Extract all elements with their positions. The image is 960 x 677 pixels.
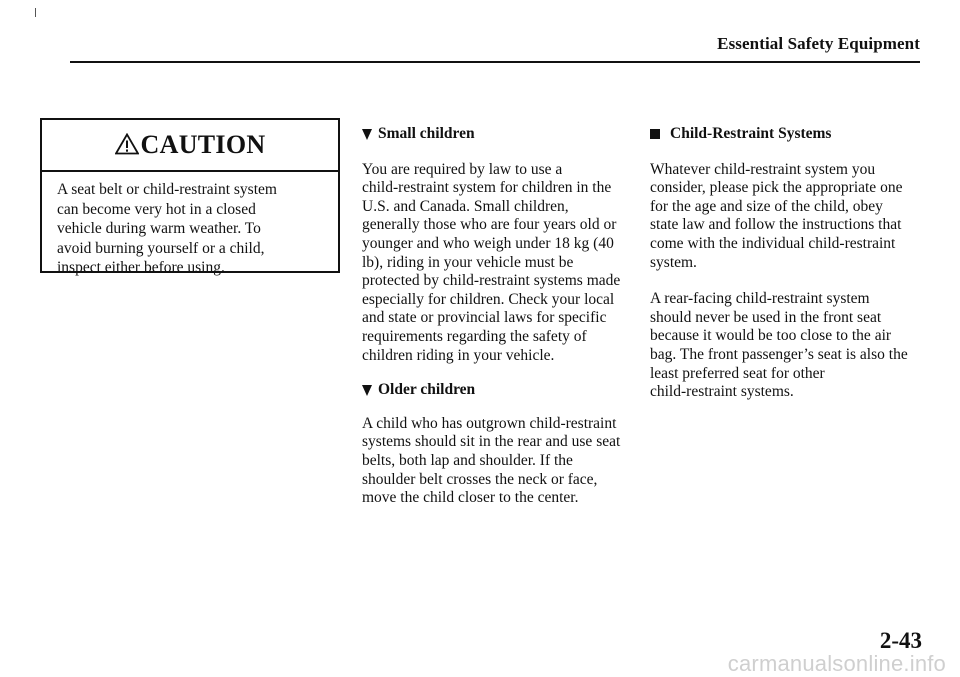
caution-line: can become very hot in a closed (57, 200, 256, 218)
text-line: child-restraint systems. (650, 383, 794, 401)
text-line: requirements regarding the safety of (362, 327, 587, 345)
header-divider (70, 61, 920, 63)
child-restraint-systems-heading-text: Child-Restraint Systems (670, 125, 832, 142)
text-line: system. (650, 253, 697, 271)
text-line: especially for children. Check your local (362, 290, 615, 308)
text-line: generally those who are four years old or (362, 216, 617, 234)
warning-triangle-icon (115, 133, 139, 155)
child-restraint-systems-heading (650, 125, 930, 144)
text-line: move the child closer to the center. (362, 489, 579, 507)
text-line: belts, both lap and shoulder. If the (362, 451, 573, 469)
page-number: 2-43 (879, 628, 922, 653)
caution-box (40, 118, 340, 276)
text-line: U.S. and Canada. Small children, (362, 197, 569, 215)
caution-title: CAUTION (140, 130, 266, 159)
right-column (650, 125, 930, 402)
caution-header (42, 120, 338, 172)
edge-tick-mark (35, 8, 36, 17)
caution-line: inspect either before using. (57, 259, 225, 276)
down-triangle-bullet-icon (362, 385, 372, 396)
caution-text (42, 172, 338, 278)
down-triangle-bullet-icon (362, 129, 372, 140)
small-children-heading-text: Small children (378, 125, 475, 142)
text-line: and state or provincial laws for specific (362, 309, 607, 327)
text-line: A rear-facing child-restraint system (650, 290, 870, 308)
text-line: bag. The front passenger’s seat is also the (650, 345, 908, 363)
child-restraint-paragraph-2 (650, 290, 930, 402)
caution-line: avoid burning yourself or a child, (57, 239, 265, 257)
text-line: consider, please pick the appropriate one (650, 179, 903, 197)
text-line: A child who has outgrown child-restraint (362, 414, 617, 432)
older-children-heading (362, 381, 634, 400)
text-line: child-restraint system for children in the (362, 179, 612, 197)
text-line: because it would be too close to the air (650, 327, 892, 345)
middle-column (362, 125, 634, 508)
caution-line: vehicle during warm weather. To (57, 220, 261, 237)
text-line: You are required by law to use a (362, 160, 563, 178)
text-line: state law and follow the instructions that (650, 216, 902, 234)
small-children-paragraph (362, 161, 634, 366)
older-children-paragraph (362, 415, 634, 508)
section-title: Essential Safety Equipment (717, 34, 920, 53)
caution-line: A seat belt or child-restraint system (57, 181, 277, 198)
text-line: shoulder belt crosses the neck or face, (362, 470, 598, 488)
older-children-heading-text: Older children (378, 381, 476, 399)
text-line: protected by child-restraint systems made (362, 272, 621, 290)
text-line: lb), riding in your vehicle must be (362, 253, 574, 271)
text-line: Whatever child-restraint system you (650, 160, 876, 178)
text-line: younger and who weigh under 18 kg (40 (362, 234, 614, 252)
square-bullet-icon (650, 129, 660, 139)
watermark: carmanualsonline.info (727, 651, 946, 676)
child-restraint-paragraph-1 (650, 161, 930, 273)
text-line: for the age and size of the child, obey (650, 197, 883, 215)
text-line: systems should sit in the rear and use seat (362, 433, 621, 451)
text-line: should never be used in the front seat (650, 308, 882, 326)
small-children-heading (362, 125, 634, 144)
text-line: come with the individual child-restraint (650, 234, 896, 252)
text-line: least preferred seat for other (650, 364, 825, 382)
text-line: children riding in your vehicle. (362, 346, 555, 364)
